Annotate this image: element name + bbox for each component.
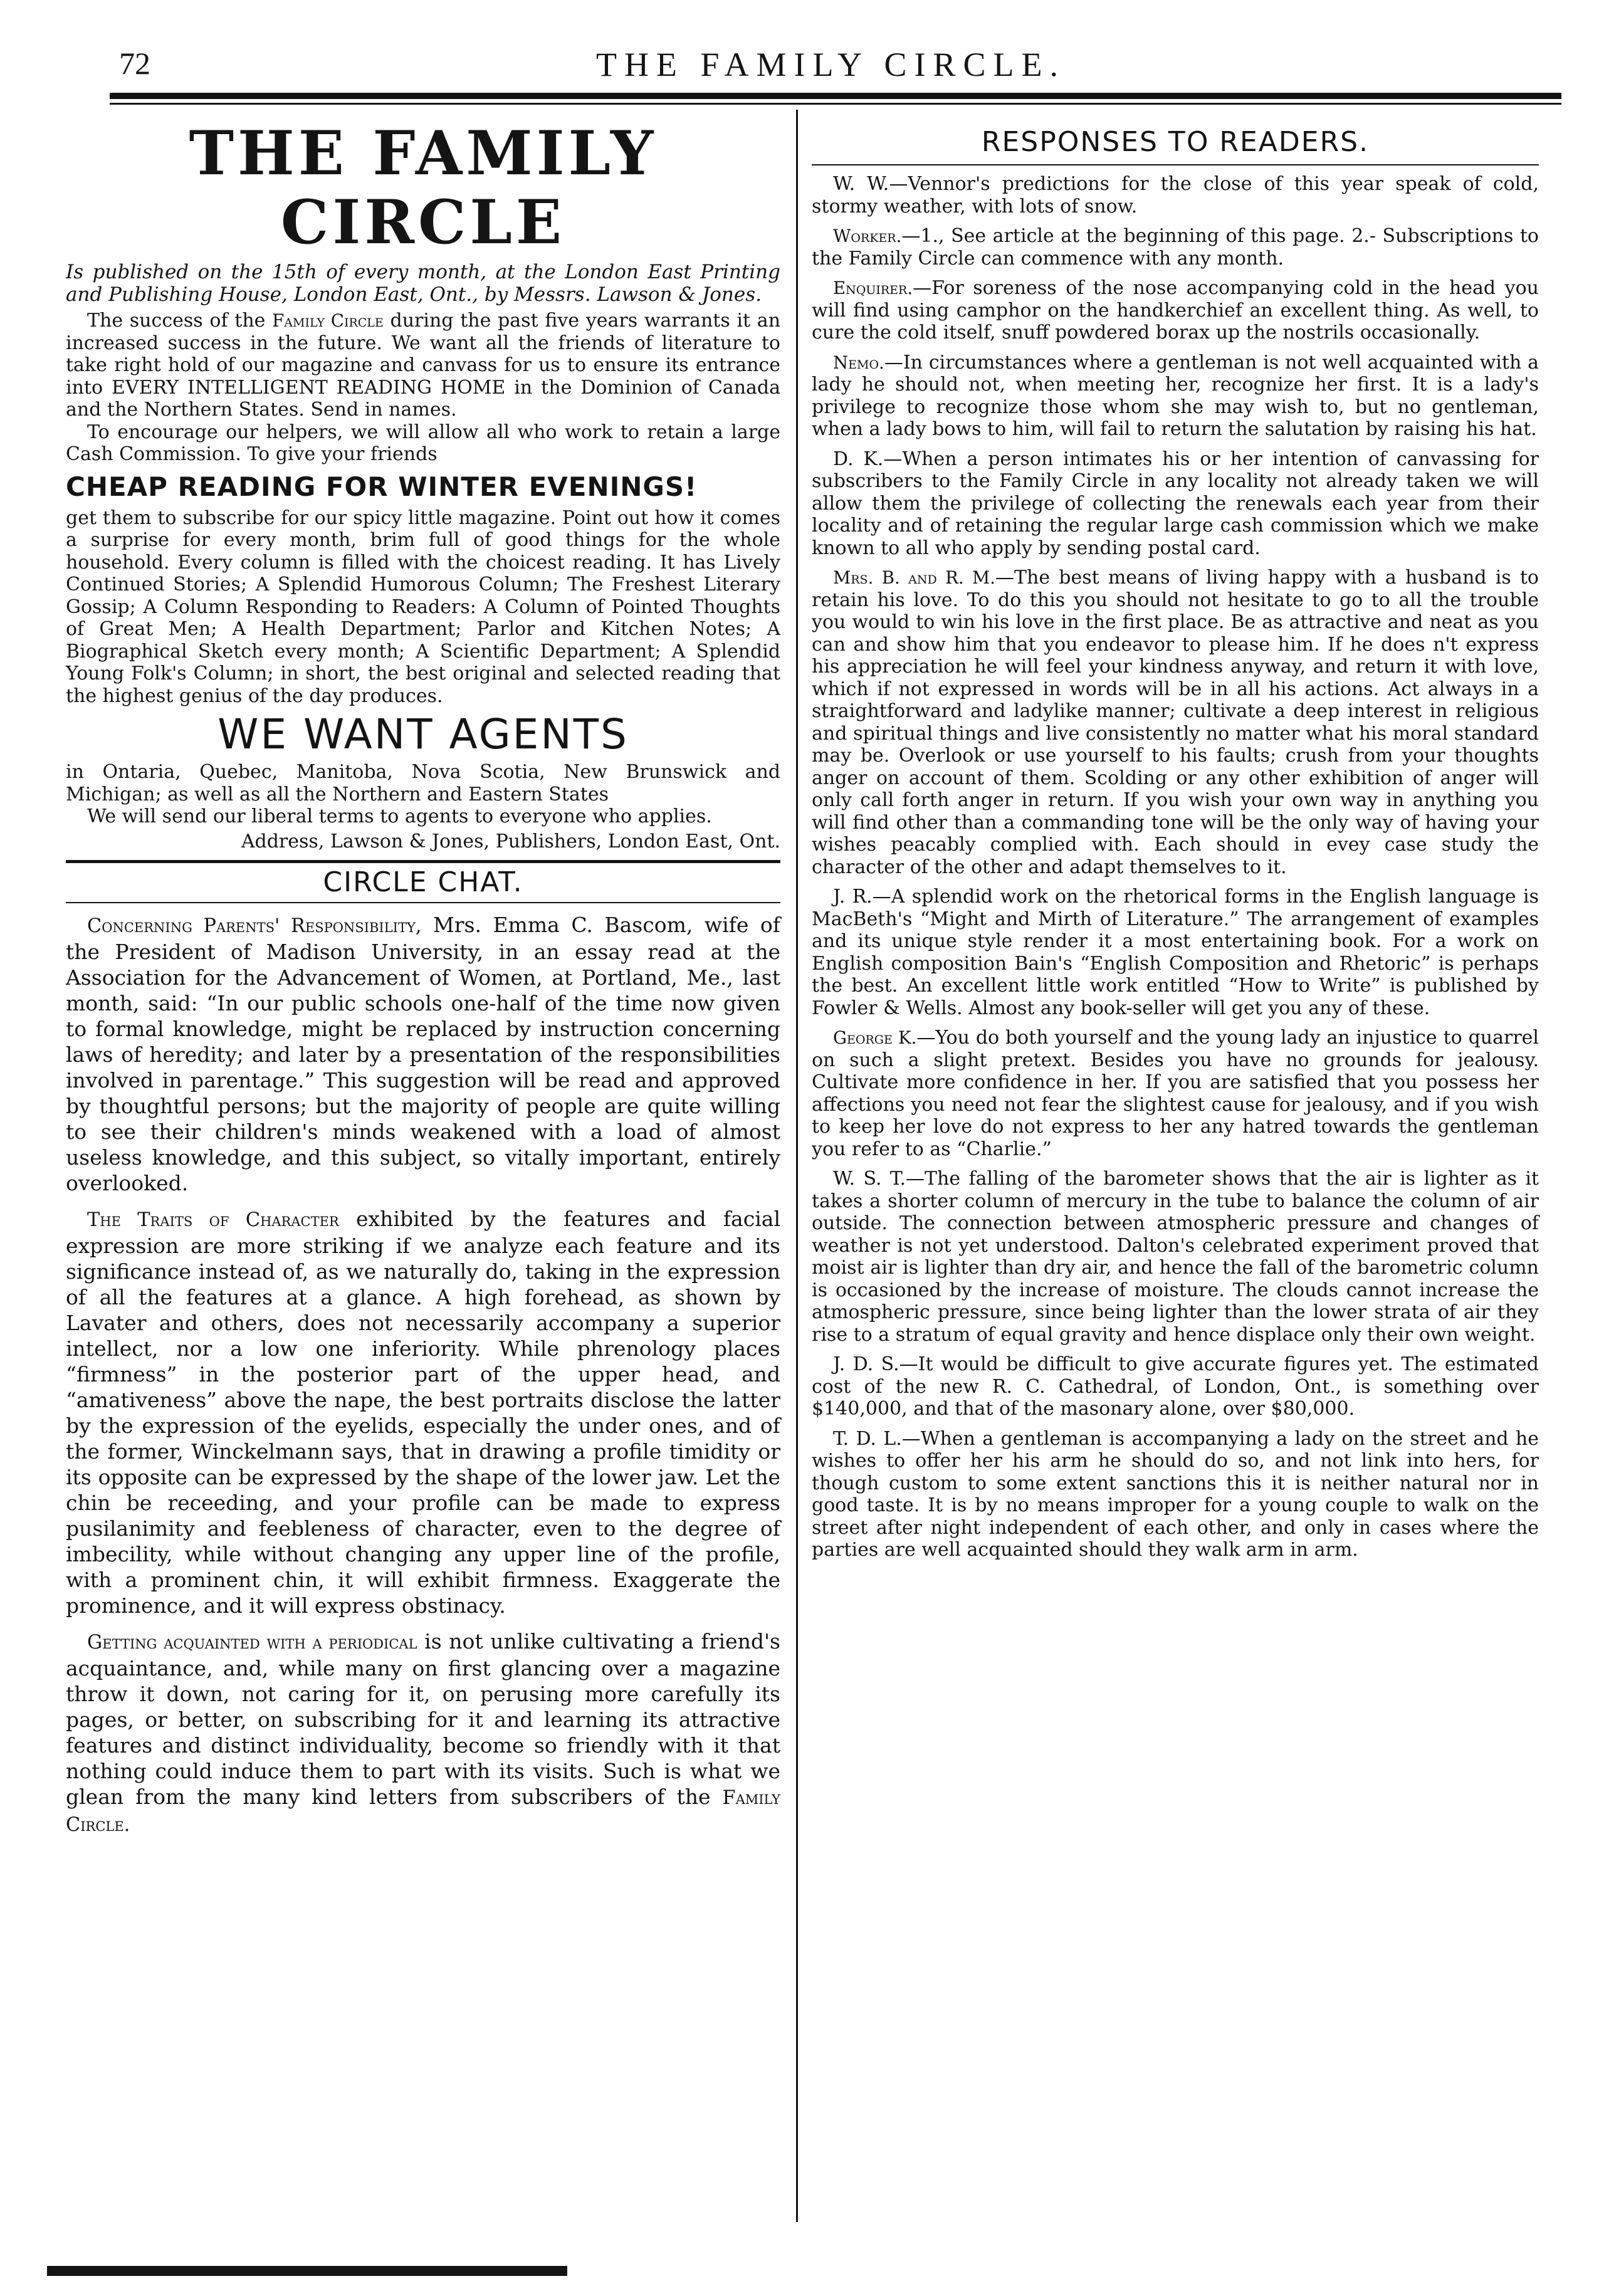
response-item: W. W.—Vennor's predictions for the close of this year speak of cold, stormy weather, with lots of snow. [812, 173, 1539, 218]
response-item: George K.—You do both yourself and the young lady an injustice to quarrel on such a slight pretext. Besides you have no grounds for jealousy. Cultivate more confidence in her. If you are satisfied that you possess her affections you need not fear the slightest cause for jealousy, and if you wish to keep her love do not express to her any hatred towards the gentleman you refer to as “Charlie.” [812, 1027, 1539, 1160]
intro-paragraph: The success of the Family Circle during the past five years warrants it an increased success in the future. We want all the friends of literature to take right hold of our magazine and canvass for us to ensure its entrance into EVERY INTELLIGENT READING HOME in the Dominion of Canada and the Northern States. Send in names. [66, 310, 781, 421]
response-item: Worker.—1., See article at the beginning of this page. 2.- Subscriptions to the Family Circle can commence with any month. [812, 225, 1539, 270]
circle-chat-heading: CIRCLE CHAT. [323, 866, 523, 898]
header-rule-thin [110, 103, 1561, 105]
left-column [66, 119, 780, 1848]
response-item: Nemo.—In circumstances where a gentleman is not well acquainted with a lady he should not, when meeting her, recognize her first. It is a lady's privilege to recognize those whom she may wish to, but no gentleman, when a lady bows to him, will fail to return the salutation by raising his hat. [812, 351, 1539, 440]
response-item: W. S. T.—The falling of the barometer shows that the air is lighter as it takes a shorter column of mercury in the tube to balance the column of air outside. The connection between atmospheric pressure and changes of weather is not yet understood. Dalton's celebrated experiment proved that moist air is lighter than dry air, and hence the fall of the barometric column is occasioned by the increase of moisture. The clouds cannot increase the atmospheric pressure, since being lighter than the lower strata of air they rise to a stratum of equal gravity and hence displace only their own weight. [812, 1168, 1539, 1346]
commission-paragraph: To encourage our helpers, we will allow all who work to retain a large Cash Commission. To give your friends [66, 421, 780, 465]
section-rule [66, 902, 780, 903]
response-item: T. D. L.—When a gentleman is accompanying a lady on the street and he wishes to offer her his arm he should do so, and not link into hers, for though custom to some extent sanctions this it is neither natural nor in good taste. It is by no means improper for a young couple to walk on the street after night independent of each other, and only in cases where the parties are well acquainted should they walk arm in arm. [812, 1427, 1539, 1561]
masthead: THE FAMILY CIRCLE [189, 118, 658, 258]
running-title: THE FAMILY CIRCLE. [595, 46, 1066, 83]
response-item: J. D. S.—It would be difficult to give accurate figures yet. The estimated cost of the new R. C. Cathedral, of London, Ont., is something over $140,000, and that of the masonary alone, over $80,000. [812, 1353, 1539, 1420]
section-rule [812, 164, 1539, 165]
chat-item-parents-responsibility: Concerning Parents' Responsibility, Mrs. Emma C. Bascom, wife of the President of Madison University, in an essay read at the Association for the Advancement of Women, at Portland, Me., last month, said: “In our public schools one-half of the time now given to formal knowledge, might be replaced by instruction concerning laws of heredity; and later by a presentation of the responsibilities involved in parentage.” This suggestion will be read and approved by thoughtful persons; but the majority of people are quite willing to see their children's minds weakened with a load of almost useless knowledge, and this subject, so vitally important, entirely overlooked. [66, 913, 780, 1195]
responses-heading: RESPONSES TO READERS. [981, 126, 1370, 158]
response-item: J. R.—A splendid work on the rhetorical forms in the English language is MacBeth's “Might and Mirth of Literature.” The arrangement of examples and its unique style render it a most entertaining book. For a work on English composition Bain's “English Composition and Rhetoric” is perhaps the best. An excellent little work entitled “How to Write” is published by Fowler & Wells. Almost any book-seller will get you any of these. [812, 886, 1539, 1019]
response-item: Mrs. B. and R. M.—The best means of living happy with a husband is to retain his love. To do this you should not hesitate to go to all the trouble you would to win his love in the first place. Be as attractive and neat as you can and show him that you endeavor to please him. If he does n't express his appreciation he will feel your kindness anyway, and return it with love, which if not expressed in words will be in all his actions. Act always in a straightforward and ladylike manner; cultivate a deep interest in religious and spiritual things and live consistently no matter what his moral standard may be. Overlook or use yourself to his faults; crush from your thoughts anger on account of them. Scolding or any other exhibition of anger will only call forth anger in return. If you wish your own way in anything you will find other than a commanding tone will be the only way of having your wishes peacably complied with. Each should in evey case study the character of the other and adapt themselves to it. [812, 567, 1539, 878]
agents-heading: WE WANT AGENTS [218, 710, 629, 758]
magazine-contents-paragraph: get them to subscribe for our spicy little magazine. Point out how it comes a surprise for every month, brim full of good things for the whole household. Every column is filled with the choicest reading. It has Lively Continued Stories; A Splendid Humorous Column; The Freshest Literary Gossip; A Column Responding to Readers: A Column of Pointed Thoughts of Great Men; A Health Department; Parlor and Kitchen Notes; A Biographical Sketch every month; A Scientific Department; A Splendid Young Folk's Column; in short, the best original and selected reading that the highest genius of the day produces. [66, 506, 780, 707]
agents-terms: We will send our liberal terms to agents to everyone who applies. [87, 805, 712, 827]
chat-item-traits-of-character: The Traits of Character exhibited by the features and facial expression are more striking if we analyze each feature and its significance instead of, as we naturally do, taking in the expression of all the features at a glance. A high forehead, as shown by Lavater and others, does not necessarily accompany a superior intellect, nor a low one inferiority. While phrenology places “firmness” in the posterior part of the upper head, and “amativeness” above the nape, the best portraits disclose the latter by the expression of the eyelids, especially the under ones, and of the former, Winckelmann says, that in drawing a profile timidity or its opposite can be expressed by the shape of the lower jaw. Let the chin be receeding, and your profile can be made to express pusilanimity and feebleness of character, even to the degree of imbecility, while without changing any upper line of the profile, with a prominent chin, it will exhibit firmness. Exaggerate the prominence, and it will express obstinacy. [66, 1207, 781, 1618]
header-rule-thick [110, 93, 1561, 99]
masthead-subtitle: Is published on the 15th of every month, at the London East Printing and Publishing House, London East, Ont., by Messrs. Lawson & Jones. [66, 261, 780, 306]
chat-item-periodical: Getting acquainted with a periodical is not unlike cultivating a friend's acquaintance, and, while many on first glancing over a magazine throw it down, not caring for it, on perusing more carefully its pages, or better, on subscribing for it and learning its attractive features and distinct individuality, become so friendly with it that nothing could induce them to part with its visits. Such is what we glean from the many kind letters from subscribers of the Family Circle. [66, 1629, 780, 1836]
slogan-heading: CHEAP READING FOR WINTER EVENINGS! [66, 471, 698, 502]
response-item: D. K.—When a person intimates his or her intention of canvassing for subscribers to the Family Circle in any locality not already taken we will allow them the privilege of collecting the renewals each year from their locality and of retaining the regular large cash commission which we make known to all who apply by sending postal card. [812, 448, 1539, 559]
publisher-address: Address, Lawson & Jones, Publishers, London East, Ont. [241, 830, 780, 852]
agents-regions: in Ontaria, Quebec, Manitoba, Nova Scotia, New Brunswick and Michigan; as well as all the Northern and Eastern States [66, 761, 780, 805]
column-divider [796, 110, 798, 2222]
page-number: 72 [119, 46, 150, 81]
responses-heading-block [812, 123, 1539, 165]
right-column [812, 119, 1539, 1569]
bottom-edge-mark [47, 2266, 567, 2276]
running-head [119, 45, 1543, 89]
response-item: Enquirer.—For soreness of the nose accompanying cold in the head you will find using camphor on the handkerchief an excellent thing. As well, to cure the cold itself, snuff powdered borax up the nostrils occasionally. [812, 277, 1539, 343]
